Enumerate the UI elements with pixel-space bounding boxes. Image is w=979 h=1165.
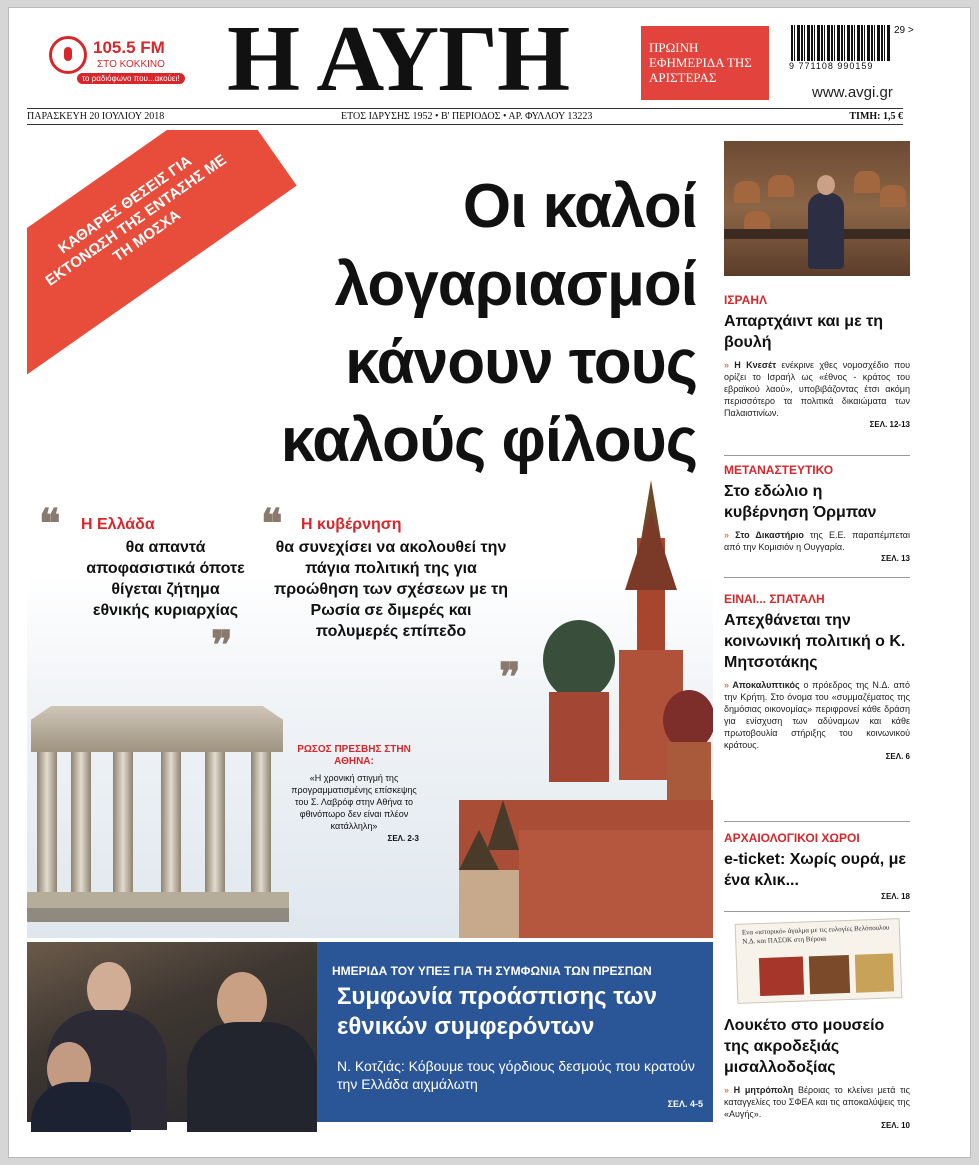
sidebar-story-museum[interactable] xyxy=(724,1011,910,1130)
quote-lead: Η κυβέρνηση xyxy=(301,516,402,533)
parthenon-column xyxy=(205,752,225,892)
red-dome xyxy=(663,690,713,750)
quote-open-icon: ❝ xyxy=(39,501,61,546)
story-lead-bold: » Η μητρόπολη xyxy=(724,1085,793,1095)
story-kicker: ΕΙΝΑΙ... ΣΠΑΤΑΛΗ xyxy=(724,592,825,606)
clipping-heading: Ενα «ιστορικό» άγαλμα με τις ευλογίες Βελόπουλου Ν.Δ. και ΠΑΣΟΚ στη Βέροια xyxy=(741,923,890,946)
sidebar-story-eticket[interactable] xyxy=(724,831,910,901)
clipping-photo xyxy=(759,957,804,997)
person-body xyxy=(187,1022,317,1132)
knesset-photo xyxy=(724,141,910,276)
edition-info: ΕΤΟΣ ΙΔΡΥΣΗΣ 1952 • Β' ΠΕΡΙΟΔΟΣ • ΑΡ. ΦΥΛΛΟΥ 13223 xyxy=(341,111,593,122)
story-lead xyxy=(724,529,910,553)
main-headline[interactable]: Οι καλοί λογαριασμοί κάνουν τους καλούς φίλους xyxy=(280,172,697,475)
ambassador-quote: «Η χρονική στιγμή της προγραμματισμένης επίσκεψης του Σ. Λαβρόφ στην Αθήνα το φθινόπωρο δεν είναι πλέον κατάλληλη» xyxy=(291,773,417,831)
parthenon-column xyxy=(161,752,181,892)
quote-body: θα συνεχίσει να ακολουθεί την πάγια πολιτική της για προώθηση των σχέσεων με τη Ρωσία σε διμερές και πολυμερές επίπεδο xyxy=(273,539,509,640)
newspaper-clipping-image xyxy=(735,918,903,1004)
story-kicker: ΑΡΧΑΙΟΛΟΓΙΚΟΙ ΧΩΡΟΙ xyxy=(724,831,860,845)
story-lead xyxy=(724,1084,910,1120)
ambassador-heading: ΡΩΣΟΣ ΠΡΕΣΒΗΣ ΣΤΗΝ ΑΘΗΝΑ: xyxy=(297,744,411,767)
microphone-icon xyxy=(49,36,87,74)
story-title[interactable]: Απεχθάνεται την κοινωνική πολιτική ο Κ. Μητσοτάκης xyxy=(724,612,906,671)
story-kicker: ΜΕΤΑΝΑΣΤΕΥΤΙΚΟ xyxy=(724,463,834,477)
bottom-story[interactable] xyxy=(27,942,713,1122)
quote-lead: Η Ελλάδα xyxy=(81,516,155,533)
divider xyxy=(724,455,910,456)
sidebar-story-migration[interactable] xyxy=(724,463,910,563)
divider xyxy=(724,821,910,822)
page-reference: ΣΕΛ. 4-5 xyxy=(667,1099,703,1109)
chair xyxy=(768,175,794,197)
newspaper-front-page xyxy=(8,7,971,1158)
bottom-subtitle: Ν. Κοτζιάς: Κόβουμε τους γόρδιους δεσμούς που κρατούν την Ελλάδα αιχμάλωτη xyxy=(337,1058,695,1092)
story-lead xyxy=(724,679,910,751)
clipping-photo xyxy=(809,955,850,994)
story-lead-text: της Ε.Ε. παραπέμπεται από την Κομισιόν η Ουγγαρία. xyxy=(724,530,910,552)
page-reference: ΣΕΛ. 10 xyxy=(881,1121,910,1130)
dateline xyxy=(27,108,903,125)
person-head xyxy=(87,962,131,1016)
green-dome xyxy=(543,620,615,700)
front-facade xyxy=(519,830,713,938)
radio-name: ΣΤΟ ΚΟΚΚΙΝΟ xyxy=(97,59,165,70)
parthenon-ground xyxy=(27,908,289,922)
ministers-photo xyxy=(27,942,317,1122)
radio-logo[interactable] xyxy=(49,34,194,90)
quote-close-icon: ❞ xyxy=(211,623,233,668)
barcode-icon xyxy=(791,25,891,61)
story-lead-bold: » Η Κνεσέτ xyxy=(724,360,776,370)
story-title[interactable]: Στο εδώλιο η κυβέρνηση Όρμπαν xyxy=(724,483,877,521)
sidebar-story-mitsotakis[interactable] xyxy=(724,592,910,761)
parthenon-image xyxy=(27,670,289,910)
ambassador-box[interactable] xyxy=(289,744,419,843)
issue-code: 29 > xyxy=(894,25,914,36)
divider xyxy=(724,577,910,578)
story-title[interactable]: e-ticket: Χωρίς ουρά, με ένα κλικ... xyxy=(724,851,906,889)
person-figure xyxy=(808,193,844,269)
story-lead-text: Βέροιας το κλείνει μετά τις καταγγελίες του ΣΦΕΑ και τις αποκαλύψεις της «Αυγής». xyxy=(724,1085,910,1119)
quote-open-icon: ❝ xyxy=(261,501,283,546)
story-lead-bold: » Στο Δικαστήριο xyxy=(724,530,804,540)
story-title[interactable]: Λουκέτο στο μουσείο της ακροδεξιάς μισαλλοδοξίας xyxy=(724,1017,885,1076)
parthenon-column xyxy=(113,752,133,892)
price: ΤΙΜΗ: 1,5 € xyxy=(849,111,903,122)
story-lead-text: ο πρόεδρος της Ν.Δ. από την Κρήτη. Στο όνομα του «συμμαζέματος της δημόσιας οικονομίας» περιφρονεί κάθε δράση για ενίσχυση των αδύναμων και κάθε πρωτοβουλία στήριξης του κοινωνικού κράτους. xyxy=(724,680,911,750)
page-reference: ΣΕΛ. 18 xyxy=(881,892,910,901)
newspaper-title: Η ΑΥΓΗ xyxy=(227,7,570,111)
chair xyxy=(880,185,906,207)
bottom-kicker: ΗΜΕΡΙΔΑ ΤΟΥ ΥΠΕΞ ΓΙΑ ΤΗ ΣΥΜΦΩΝΙΑ ΤΩΝ ΠΡΕΣΠΩΝ xyxy=(332,964,652,978)
issue-date: ΠΑΡΑΣΚΕΥΗ 20 ΙΟΥΛΙΟΥ 2018 xyxy=(27,111,165,122)
parthenon-column xyxy=(251,752,271,892)
chair xyxy=(734,181,760,203)
website-link[interactable]: www.avgi.gr xyxy=(812,84,893,101)
parthenon-column xyxy=(71,752,91,892)
page-reference: ΣΕΛ. 6 xyxy=(885,752,910,761)
chair xyxy=(854,171,880,193)
divider xyxy=(724,911,910,912)
sidebar-story-israel[interactable] xyxy=(724,293,910,429)
clipping-photo xyxy=(855,953,894,992)
central-tent-roof xyxy=(625,510,677,590)
corner-banner-text: ΚΑΘΑΡΕΣ ΘΕΣΕΙΣ ΓΙΑ ΕΚΤΟΝΩΣΗ ΤΗΣ ΕΝΤΑΣΗΣ ΜΕ ΤΗ ΜΟΣΧΑ xyxy=(42,151,230,290)
story-kicker: ΙΣΡΑΗΛ xyxy=(724,293,767,307)
bottom-headline[interactable]: Συμφωνία προάσπισης των εθνικών συμφερόντων xyxy=(337,983,657,1040)
quote-body: θα απαντά αποφασιστικά όποτε θίγεται ζήτημα εθνικής κυριαρχίας xyxy=(86,539,245,619)
story-lead-text: ενέκρινε χθες νομοσχέδιο που ορίζει το Ισραήλ ως «έθνος - κράτος του εβραϊκού λαού», υποβιβάζοντας έτσι ακόμη περισσότερο τα πολιτικά δικαιώματα των Παλαιστινίων. xyxy=(724,360,910,418)
story-title[interactable]: Απαρτχάιντ και με τη βουλή xyxy=(724,313,884,351)
page-reference: ΣΕΛ. 2-3 xyxy=(387,834,419,843)
story-lead xyxy=(724,359,910,419)
quote-close-icon: ❞ xyxy=(499,655,521,700)
main-story[interactable] xyxy=(27,130,713,938)
left-drum xyxy=(549,692,609,782)
page-reference: ΣΕΛ. 12-13 xyxy=(869,420,910,429)
radio-frequency: 105.5 FM xyxy=(93,38,165,57)
parthenon-column xyxy=(37,752,57,892)
left-wing xyxy=(459,870,519,938)
radio-slogan: το ραδιόφωνο που...ακούει! xyxy=(77,73,185,84)
page-reference: ΣΕΛ. 13 xyxy=(881,554,910,563)
barcode-number: 9 771108 990159 xyxy=(789,61,874,71)
story-lead-bold: » Αποκαλυπτικός xyxy=(724,680,800,690)
newspaper-tagline: ΠΡΩΙΝΗ ΕΦΗΜΕΡΙΔΑ ΤΗΣ ΑΡΙΣΤΕΡΑΣ xyxy=(641,26,769,100)
parthenon-roof xyxy=(31,706,283,752)
